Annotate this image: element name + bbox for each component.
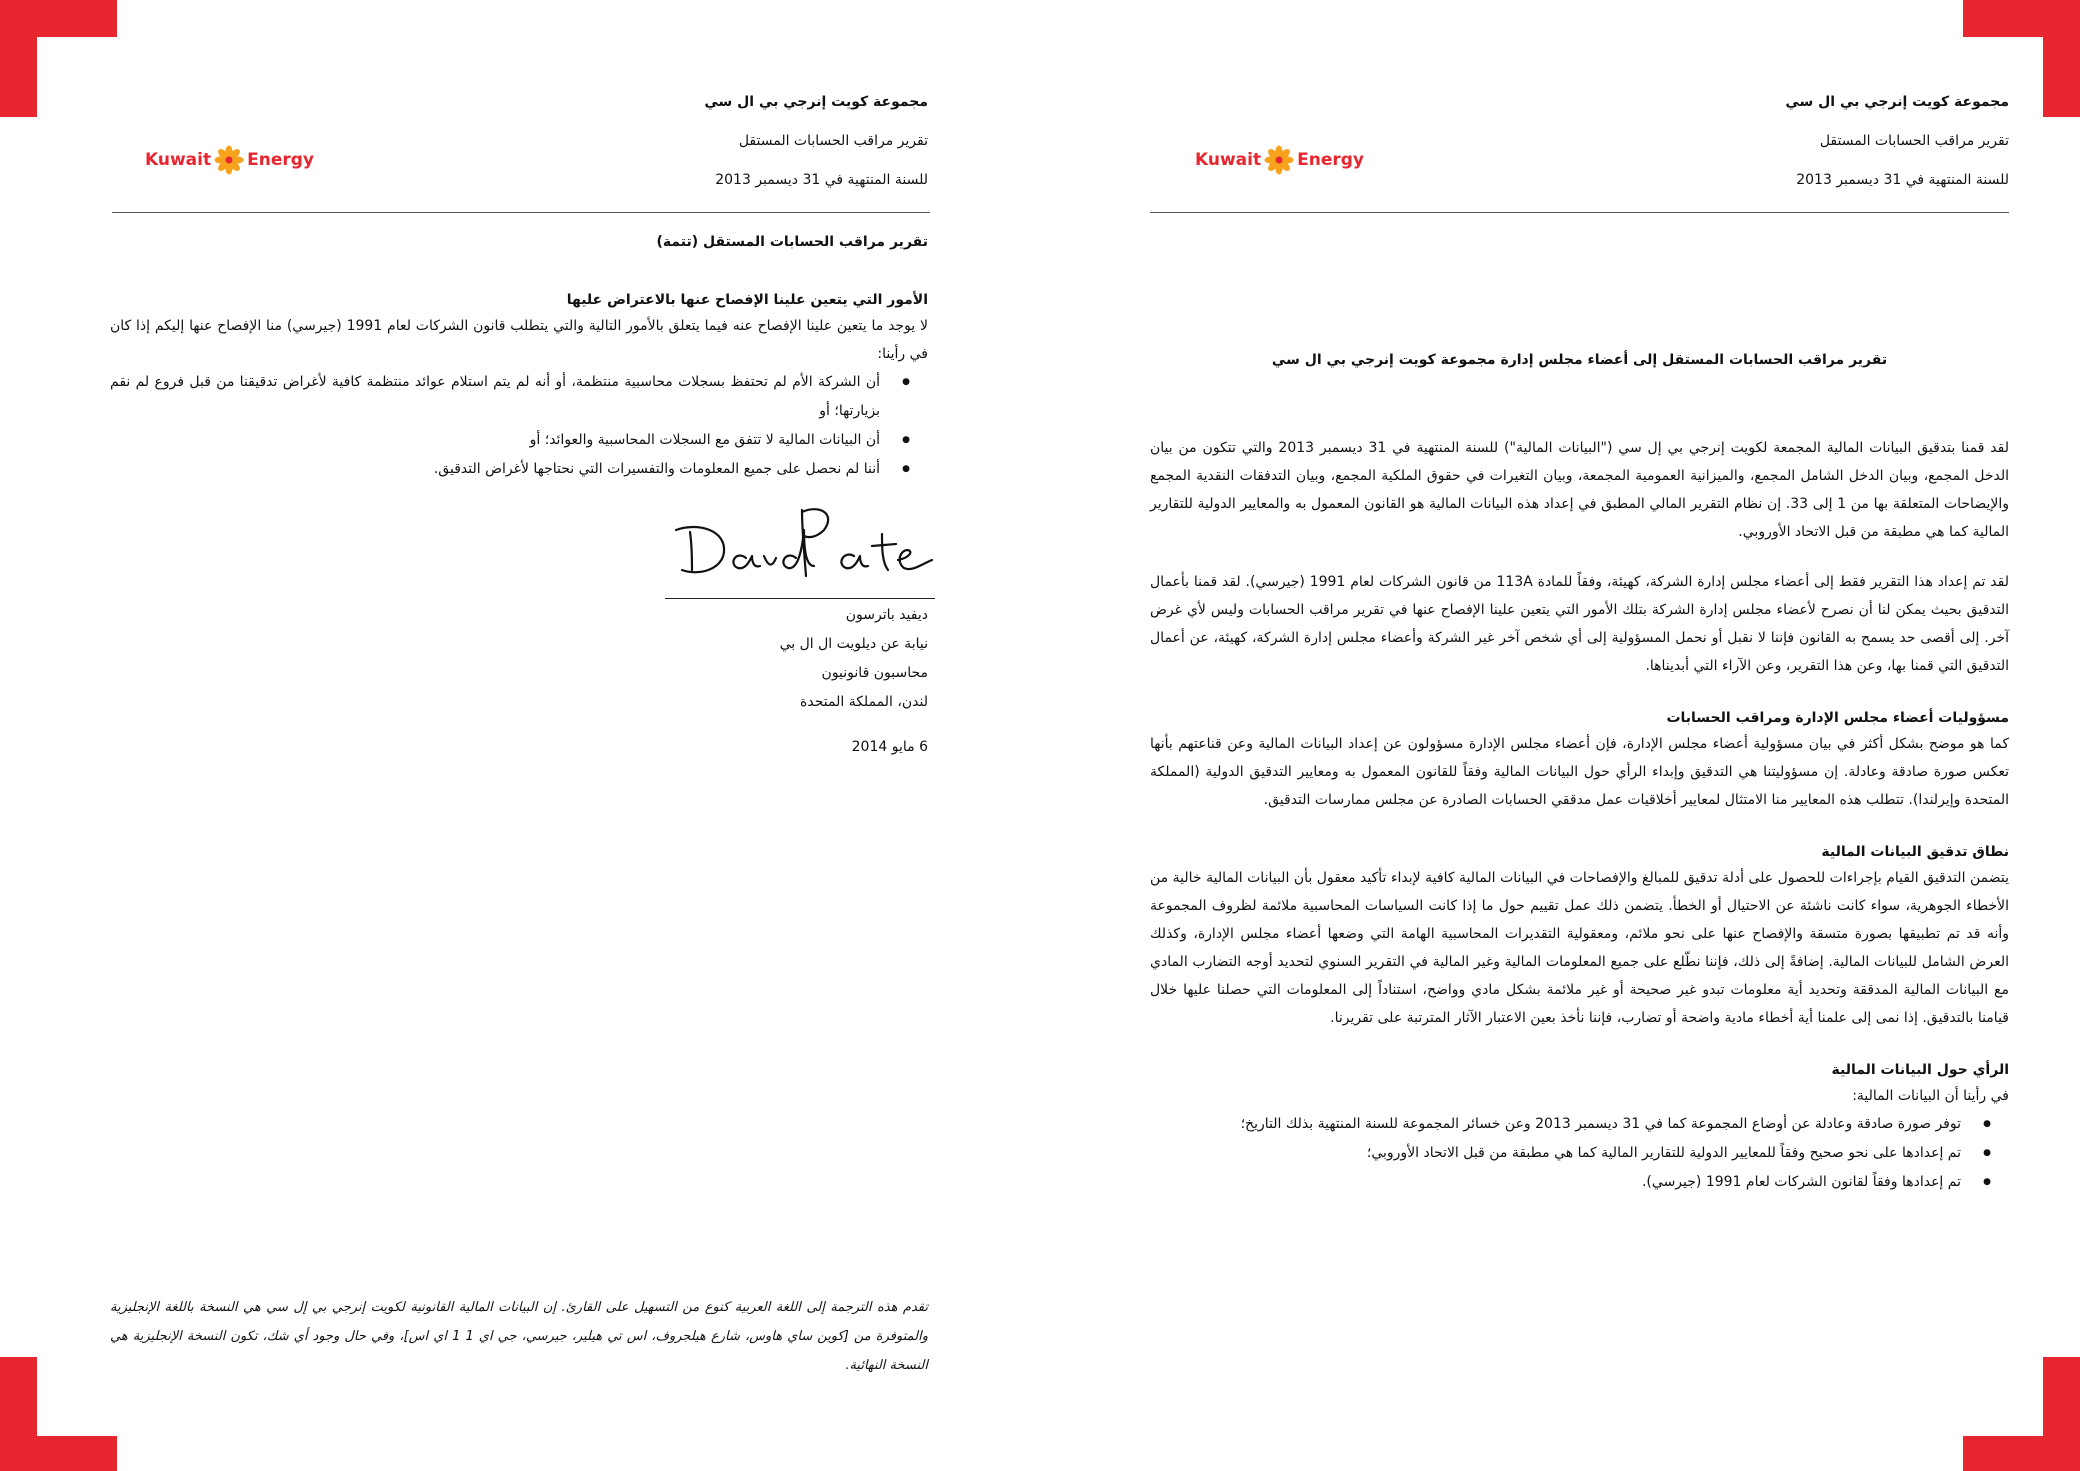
continuation-section bbox=[110, 230, 928, 484]
company-logo bbox=[1195, 145, 1364, 175]
company-name: مجموعة كويت إنرجي بي ال سي bbox=[704, 94, 928, 110]
matters-list bbox=[110, 368, 928, 484]
signature bbox=[668, 500, 936, 590]
signatory-on-behalf: نيابة عن ديلويت ال ال بي bbox=[779, 636, 928, 652]
report-name: تقرير مراقب الحسابات المستقل bbox=[1819, 133, 2009, 149]
list-item: ● أن الشركة الأم لم تحتفظ بسجلات محاسبية منتظمة، أو أنه لم يتم استلام عوائد منتظمة كافية لأغراض تدقيقنا من قبل فروع لم نقم بزيارتها؛ أو bbox=[110, 368, 880, 426]
header-rule bbox=[112, 212, 930, 213]
matters-heading: الأمور التي يتعين علينا الإفصاح عنها بالاعتراض عليها bbox=[566, 292, 928, 308]
signatory-block bbox=[628, 601, 928, 762]
translation-note: تقدم هذه الترجمة إلى اللغة العربية كنوع من التسهيل على القارئ. إن البيانات المالية القانونية لكويت إنرجي بي إل سي هي النسخة باللغة الإنجليزية والمتوفرة من [كوين ساي هاوس، شارع هيلجروف، اس تي هيلير، جيرسي، جي اي 1 1 اي اس]، وفي حال وجود أي شك، تكون النسخة الإنجليزية هي النسخة النهائية. bbox=[110, 1300, 929, 1373]
list-item: ● توفر صورة صادقة وعادلة عن أوضاع المجموعة كما في 31 ديسمبر 2013 وعن خسائر المجموعة للسنة المنتهية بذلك التاريخ؛ bbox=[1150, 1110, 1961, 1139]
company-name: مجموعة كويت إنرجي بي ال سي bbox=[1785, 94, 2009, 110]
signature-rule bbox=[665, 598, 935, 599]
flower-logo-icon bbox=[214, 145, 244, 175]
opinion-list bbox=[1150, 1110, 2009, 1197]
matters-intro: لا يوجد ما يتعين علينا الإفصاح عنه فيما يتعلق بالأمور التالية والتي يتطلب قانون الشركات لعام 1991 (جيرسي) منا الإفصاح عنها إليكم إذا كان في رأينا: bbox=[110, 318, 929, 362]
signatory-role: محاسبون قانونيون bbox=[821, 665, 928, 681]
audit-scope-paragraph: يتضمن التدقيق القيام بإجراءات للحصول على أدلة تدقيق للمبالغ والإفصاحات في البيانات المالية كافية لإبداء تأكيد معقول بأن البيانات المالية خالية من الأخطاء الجوهرية، سواء كانت ناشئة عن الاحتيال أو الخطأ. يتضمن ذلك عمل تقييم حول ما إذا كانت السياسات المحاسبية ملائمة لظروف المجموعة وأنه قد تم تطبيقها بصورة متسقة والإفصاح عنها على نحو ملائم، ومعقولية التقديرات المحاسبية الهامة التي وضعها أعضاء مجلس الإدارة، وكذلك العرض الشامل للبيانات المالية. إضافةً إلى ذلك، فإننا نطّلع على جميع المعلومات المالية وغير المالية في التقرير السنوي لتحديد أوجه التضارب المادي مع البيانات المالية المدققة وتحديد أية معلومات تبدو غير صحيحة أو غير ملائمة بشكل مادي وواضح، استناداً إلى المعلومات التي حصلنا عليها خلال قيامنا بالتدقيق. إذا نمى إلى علمنا أية أخطاء مادية واضحة أو تضارب، فإننا نأخذ بعين الاعتبار الآثار المترتبة على تقريرنا. bbox=[1150, 870, 2009, 1026]
scope-of-report-paragraph: لقد تم إعداد هذا التقرير فقط إلى أعضاء مجلس إدارة الشركة، كهيئة، وفقاً للمادة 113A من قانون الشركات لعام 1991 (جيرسي). لقد قمنا بأعمال التدقيق بحيث يمكن لنا أن نصرح لأعضاء مجلس إدارة الشركة بتلك الأمور التي يتعين علينا الإفصاح عنها في تقرير مراقب الحسابات وليس لأي غرض آخر. إلى أقصى حد يسمح به القانون فإننا لا نقبل أو نحمل المسؤولية إلى أي شخص آخر غير الشركة وأعضاء مجلس إدارة الشركة، كهيئة، عن أعمال التدقيق التي قمنا بها، وعن هذا التقرير، وعن الآراء التي أبديناها. bbox=[1150, 574, 2009, 674]
audit-scope-heading: نطاق تدقيق البيانات المالية bbox=[1821, 844, 2009, 860]
logo-word-energy: Energy bbox=[1297, 150, 1364, 170]
report-name: تقرير مراقب الحسابات المستقل bbox=[738, 133, 928, 149]
report-period: للسنة المنتهية في 31 ديسمبر 2013 bbox=[715, 172, 928, 188]
logo-word-kuwait: Kuwait bbox=[1195, 150, 1262, 170]
right-page bbox=[1040, 0, 2080, 1471]
page-header bbox=[1785, 92, 2009, 209]
list-item: ● تم إعدادها على نحو صحيح وفقاً للمعايير الدولية للتقارير المالية كما هي مطبقة من قبل الاتحاد الأوروبي؛ bbox=[1150, 1139, 1961, 1168]
list-item: ● تم إعدادها وفقاً لقانون الشركات لعام 1991 (جيرسي). bbox=[1150, 1168, 1961, 1197]
signatory-location: لندن، المملكة المتحدة bbox=[800, 694, 928, 710]
logo-word-energy: Energy bbox=[247, 150, 314, 170]
report-period: للسنة المنتهية في 31 ديسمبر 2013 bbox=[1796, 172, 2009, 188]
continuation-title: تقرير مراقب الحسابات المستقل (تتمة) bbox=[656, 234, 928, 250]
report-date: 6 مايو 2014 bbox=[851, 739, 928, 755]
responsibilities-heading: مسؤوليات أعضاء مجلس الإدارة ومراقب الحسابات bbox=[1666, 710, 2009, 726]
header-rule bbox=[1150, 212, 2009, 213]
list-item: ● أن البيانات المالية لا تتفق مع السجلات المحاسبية والعوائد؛ أو bbox=[110, 426, 880, 455]
page-header bbox=[704, 92, 928, 209]
flower-logo-icon bbox=[1264, 145, 1294, 175]
company-logo bbox=[145, 145, 314, 175]
logo-word-kuwait: Kuwait bbox=[145, 150, 212, 170]
opinion-heading: الرأي حول البيانات المالية bbox=[1831, 1062, 2009, 1078]
list-item: ● أننا لم نحصل على جميع المعلومات والتفسيرات التي نحتاجها لأغراض التدقيق. bbox=[110, 455, 880, 484]
report-title: تقرير مراقب الحسابات المستقل إلى أعضاء مجلس إدارة مجموعة كويت إنرجي بي ال سي bbox=[1271, 352, 1888, 368]
responsibilities-paragraph: كما هو موضح بشكل أكثر في بيان مسؤولية أعضاء مجلس الإدارة، فإن أعضاء مجلس الإدارة مسؤولون عن إعداد البيانات المالية وعن قناعتهم بأنها تعكس صورة صادقة وعادلة. إن مسؤوليتنا هي التدقيق وإبداء الرأي حول البيانات المالية وفقاً للقانون المعمول به ومعايير التدقيق الدولية (المملكة المتحدة وإيرلندا). تتطلب هذه المعايير منا الامتثال لمعايير أخلاقيات عمل مدققي الحسابات الصادرة عن مجلس ممارسات التدقيق. bbox=[1150, 736, 2009, 808]
opinion-intro: في رأينا أن البيانات المالية: bbox=[1852, 1088, 2009, 1104]
intro-paragraph: لقد قمنا بتدقيق البيانات المالية المجمعة لكويت إنرجي بي إل سي ("البيانات المالية") للسنة المنتهية في 31 ديسمبر 2013 والتي تتكون من بيان الدخل المجمع، وبيان الدخل الشامل المجمع، والميزانية العمومية المجمعة، وبيان التغيرات في حقوق الملكية المجمع، وبيان التدفقات النقدية المجمع والإيضاحات المتعلقة بها من 1 إلى 33. إن نظام التقرير المالي المطبق في إعداد هذه البيانات المالية هو القانون المعمول به والمعايير الدولية للتقارير المالية كما هي مطبقة من قبل الاتحاد الأوروبي. bbox=[1150, 440, 2009, 540]
report-body bbox=[1150, 434, 2009, 1197]
signatory-name: ديفيد باترسون bbox=[845, 607, 928, 623]
